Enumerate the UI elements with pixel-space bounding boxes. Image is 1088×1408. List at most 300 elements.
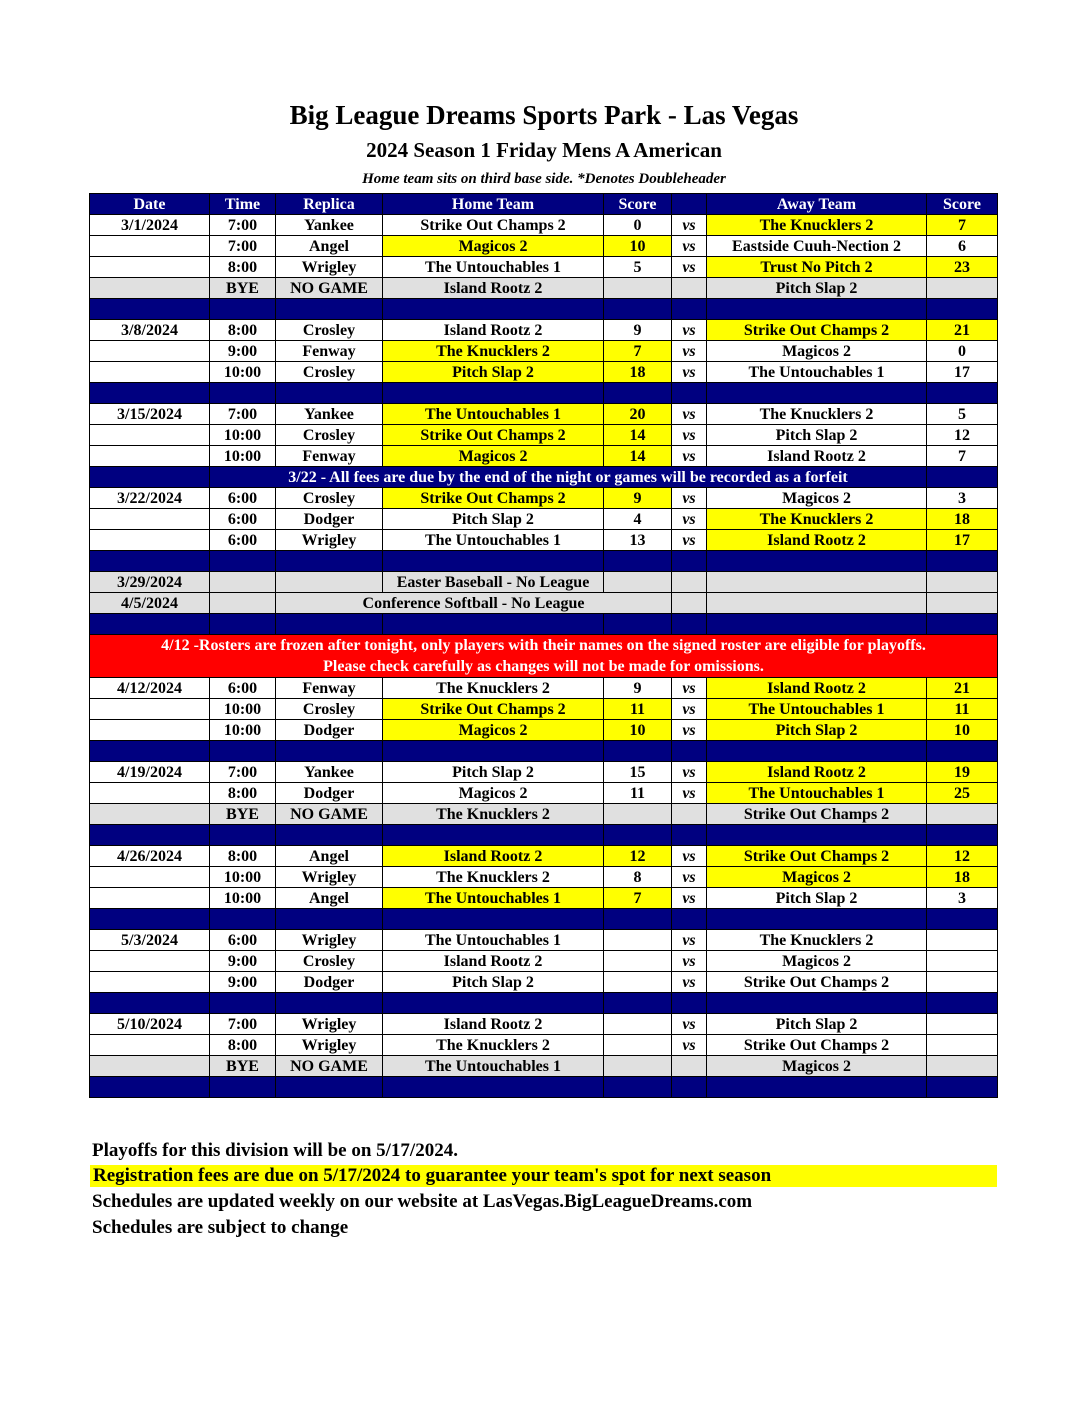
home-score [604, 972, 672, 993]
empty-cell [707, 593, 927, 614]
spacer-cell [672, 551, 707, 572]
game-row [90, 446, 998, 467]
home-score: 9 [604, 488, 672, 509]
bye-away-team: Magicos 2 [707, 1056, 927, 1077]
bye-away-team: Strike Out Champs 2 [707, 804, 927, 825]
spacer-cell [604, 551, 672, 572]
home-score [604, 1014, 672, 1035]
spacer-cell [210, 383, 276, 404]
empty-cell [276, 572, 383, 593]
game-time: 7:00 [210, 1014, 276, 1035]
game-date [90, 888, 210, 909]
empty-cell [927, 572, 998, 593]
game-field: Yankee [276, 762, 383, 783]
spacer-cell [90, 299, 210, 320]
empty-cell [210, 593, 276, 614]
home-score: 10 [604, 720, 672, 741]
footer-registration: Registration fees are due on 5/17/2024 to guarantee your team's spot for next season [90, 1165, 997, 1187]
home-team: Strike Out Champs 2 [383, 215, 604, 236]
game-row [90, 1014, 998, 1035]
spacer-cell [276, 825, 383, 846]
away-team: The Knucklers 2 [707, 930, 927, 951]
away-score: 12 [927, 425, 998, 446]
spacer-cell [383, 299, 604, 320]
game-date: 3/15/2024 [90, 404, 210, 425]
spacer-cell [276, 1077, 383, 1098]
game-row [90, 888, 998, 909]
spacer-row [90, 299, 998, 320]
game-row [90, 783, 998, 804]
game-field: Angel [276, 846, 383, 867]
game-date [90, 236, 210, 257]
game-row [90, 678, 998, 699]
home-score: 11 [604, 699, 672, 720]
game-row [90, 341, 998, 362]
home-team: The Knucklers 2 [383, 867, 604, 888]
game-date: 3/29/2024 [90, 572, 210, 593]
away-team: Island Rootz 2 [707, 530, 927, 551]
game-time: 7:00 [210, 215, 276, 236]
spacer-cell [276, 299, 383, 320]
home-team: Magicos 2 [383, 783, 604, 804]
spacer-row [90, 825, 998, 846]
empty-cell [604, 572, 672, 593]
spacer-cell [210, 551, 276, 572]
spacer-cell [707, 299, 927, 320]
notice-spacer [90, 467, 210, 488]
spacer-cell [707, 993, 927, 1014]
home-team: The Untouchables 1 [383, 888, 604, 909]
empty-cell [672, 804, 707, 825]
game-date: 3/8/2024 [90, 320, 210, 341]
bye-home-team: Island Rootz 2 [383, 278, 604, 299]
game-date: 4/26/2024 [90, 846, 210, 867]
empty-cell [604, 278, 672, 299]
away-team: Magicos 2 [707, 951, 927, 972]
home-team: Island Rootz 2 [383, 320, 604, 341]
away-score: 10 [927, 720, 998, 741]
vs-label: vs [672, 951, 707, 972]
game-time: 10:00 [210, 867, 276, 888]
home-team: The Untouchables 1 [383, 257, 604, 278]
spacer-cell [383, 383, 604, 404]
game-time: 6:00 [210, 930, 276, 951]
game-row [90, 425, 998, 446]
away-team: Island Rootz 2 [707, 446, 927, 467]
home-score: 7 [604, 888, 672, 909]
spacer-cell [383, 614, 604, 635]
home-team: Pitch Slap 2 [383, 509, 604, 530]
game-date: 5/3/2024 [90, 930, 210, 951]
home-score: 8 [604, 867, 672, 888]
game-date [90, 278, 210, 299]
away-team: Strike Out Champs 2 [707, 972, 927, 993]
game-time: 7:00 [210, 236, 276, 257]
spacer-cell [90, 741, 210, 762]
bye-row [90, 278, 998, 299]
away-team: The Untouchables 1 [707, 699, 927, 720]
game-field: Fenway [276, 341, 383, 362]
game-time: 6:00 [210, 488, 276, 509]
bye-row [90, 804, 998, 825]
away-team: Pitch Slap 2 [707, 888, 927, 909]
game-field: Crosley [276, 320, 383, 341]
away-team: Island Rootz 2 [707, 762, 927, 783]
home-team: Strike Out Champs 2 [383, 488, 604, 509]
home-team: Magicos 2 [383, 446, 604, 467]
home-score: 7 [604, 341, 672, 362]
away-team: Pitch Slap 2 [707, 720, 927, 741]
spacer-cell [90, 614, 210, 635]
game-field: Angel [276, 888, 383, 909]
spacer-cell [276, 551, 383, 572]
page-subtitle: 2024 Season 1 Friday Mens A American [366, 138, 722, 162]
spacer-cell [604, 825, 672, 846]
no-game-label: NO GAME [276, 278, 383, 299]
home-score [604, 930, 672, 951]
game-field: Crosley [276, 362, 383, 383]
game-date: 4/5/2024 [90, 593, 210, 614]
spacer-cell [276, 741, 383, 762]
game-row [90, 530, 998, 551]
game-field: Yankee [276, 404, 383, 425]
vs-label: vs [672, 425, 707, 446]
vs-label: vs [672, 699, 707, 720]
spacer-cell [383, 741, 604, 762]
spacer-cell [210, 299, 276, 320]
col-header-vs [672, 194, 707, 215]
home-team: The Untouchables 1 [383, 404, 604, 425]
vs-label: vs [672, 867, 707, 888]
vs-label: vs [672, 846, 707, 867]
game-date [90, 446, 210, 467]
away-score [927, 930, 998, 951]
home-team: The Untouchables 1 [383, 930, 604, 951]
vs-label: vs [672, 320, 707, 341]
spacer-cell [707, 383, 927, 404]
spacer-cell [383, 1077, 604, 1098]
game-field: Wrigley [276, 1035, 383, 1056]
spacer-cell [927, 825, 998, 846]
spacer-cell [90, 909, 210, 930]
game-time: 10:00 [210, 888, 276, 909]
notice-text: 3/22 - All fees are due by the end of the night or games will be recorded as a forfeit [210, 467, 927, 488]
home-score: 15 [604, 762, 672, 783]
vs-label: vs [672, 236, 707, 257]
empty-cell [927, 804, 998, 825]
home-score [604, 1035, 672, 1056]
game-date [90, 509, 210, 530]
game-time: 10:00 [210, 699, 276, 720]
spacer-cell [604, 299, 672, 320]
away-score: 11 [927, 699, 998, 720]
game-date: 5/10/2024 [90, 1014, 210, 1035]
away-team: Strike Out Champs 2 [707, 320, 927, 341]
game-row [90, 720, 998, 741]
vs-label: vs [672, 509, 707, 530]
spacer-row [90, 614, 998, 635]
game-field: Angel [276, 236, 383, 257]
game-field: Dodger [276, 720, 383, 741]
home-team: The Untouchables 1 [383, 530, 604, 551]
away-score [927, 1035, 998, 1056]
spacer-cell [927, 551, 998, 572]
spacer-cell [90, 551, 210, 572]
game-time: 10:00 [210, 720, 276, 741]
game-row [90, 362, 998, 383]
home-team: Island Rootz 2 [383, 846, 604, 867]
away-team: Magicos 2 [707, 341, 927, 362]
game-field: Dodger [276, 783, 383, 804]
home-score [604, 951, 672, 972]
game-date [90, 1056, 210, 1077]
game-row [90, 404, 998, 425]
empty-cell [604, 1056, 672, 1077]
game-field: Wrigley [276, 257, 383, 278]
empty-cell [672, 572, 707, 593]
away-score: 5 [927, 404, 998, 425]
home-score: 14 [604, 446, 672, 467]
vs-label: vs [672, 762, 707, 783]
empty-cell [672, 278, 707, 299]
spacer-cell [604, 614, 672, 635]
spacer-cell [707, 909, 927, 930]
vs-label: vs [672, 888, 707, 909]
vs-label: vs [672, 783, 707, 804]
away-team: Pitch Slap 2 [707, 425, 927, 446]
spacer-cell [927, 993, 998, 1014]
spacer-row [90, 741, 998, 762]
roster-alert-row [90, 635, 998, 678]
spacer-row [90, 383, 998, 404]
spacer-cell [276, 993, 383, 1014]
empty-cell [210, 572, 276, 593]
away-team: Strike Out Champs 2 [707, 846, 927, 867]
home-score: 10 [604, 236, 672, 257]
away-team: Magicos 2 [707, 867, 927, 888]
game-time: 7:00 [210, 762, 276, 783]
vs-label: vs [672, 404, 707, 425]
away-team: Magicos 2 [707, 488, 927, 509]
away-team: Eastside Cuuh-Nection 2 [707, 236, 927, 257]
game-date: 4/12/2024 [90, 678, 210, 699]
away-score: 21 [927, 678, 998, 699]
game-date: 3/1/2024 [90, 215, 210, 236]
game-time: 7:00 [210, 404, 276, 425]
game-row [90, 972, 998, 993]
spacer-cell [276, 909, 383, 930]
game-time: 9:00 [210, 972, 276, 993]
roster-alert-line-1: 4/12 -Rosters are frozen after tonight, only players with their names on the signed roster are eligible for playoffs. [161, 637, 926, 654]
game-field: Dodger [276, 509, 383, 530]
empty-cell [927, 278, 998, 299]
home-team: Strike Out Champs 2 [383, 699, 604, 720]
game-time: 6:00 [210, 509, 276, 530]
vs-label: vs [672, 488, 707, 509]
away-team: Trust No Pitch 2 [707, 257, 927, 278]
game-date [90, 720, 210, 741]
home-team: Pitch Slap 2 [383, 972, 604, 993]
game-field: Fenway [276, 678, 383, 699]
home-score: 4 [604, 509, 672, 530]
game-field: Wrigley [276, 530, 383, 551]
table-header-row [90, 194, 998, 215]
home-score: 0 [604, 215, 672, 236]
away-team: The Knucklers 2 [707, 404, 927, 425]
vs-label: vs [672, 1035, 707, 1056]
spacer-cell [927, 299, 998, 320]
game-date [90, 257, 210, 278]
spacer-cell [210, 741, 276, 762]
spacer-cell [210, 1077, 276, 1098]
bye-label: BYE [210, 1056, 276, 1077]
spacer-cell [90, 825, 210, 846]
empty-cell [927, 1056, 998, 1077]
spacer-cell [927, 741, 998, 762]
no-game-label: NO GAME [276, 804, 383, 825]
away-score: 3 [927, 888, 998, 909]
away-score: 7 [927, 215, 998, 236]
home-team: The Knucklers 2 [383, 341, 604, 362]
vs-label: vs [672, 678, 707, 699]
away-score [927, 1014, 998, 1035]
home-score: 9 [604, 320, 672, 341]
game-time: 9:00 [210, 341, 276, 362]
game-row [90, 1035, 998, 1056]
bye-home-team: The Knucklers 2 [383, 804, 604, 825]
spacer-cell [210, 825, 276, 846]
home-team: The Knucklers 2 [383, 678, 604, 699]
spacer-cell [90, 1077, 210, 1098]
spacer-cell [672, 1077, 707, 1098]
away-score: 18 [927, 867, 998, 888]
spacer-cell [90, 383, 210, 404]
away-score: 19 [927, 762, 998, 783]
spacer-cell [927, 1077, 998, 1098]
spacer-cell [927, 909, 998, 930]
roster-alert-line-2: Please check carefully as changes will not be made for omissions. [323, 658, 764, 675]
home-score: 11 [604, 783, 672, 804]
spacer-cell [672, 825, 707, 846]
home-score: 14 [604, 425, 672, 446]
home-team: The Knucklers 2 [383, 1035, 604, 1056]
away-team: The Untouchables 1 [707, 783, 927, 804]
game-date [90, 951, 210, 972]
col-header-away-score: Score [927, 194, 998, 215]
spacer-cell [707, 825, 927, 846]
game-row [90, 236, 998, 257]
home-team: Strike Out Champs 2 [383, 425, 604, 446]
away-score: 7 [927, 446, 998, 467]
game-date [90, 1035, 210, 1056]
game-time: 10:00 [210, 362, 276, 383]
roster-alert [90, 635, 998, 678]
bye-row [90, 1056, 998, 1077]
game-field: Dodger [276, 972, 383, 993]
spacer-cell [927, 383, 998, 404]
away-score: 25 [927, 783, 998, 804]
vs-label: vs [672, 930, 707, 951]
footer-website: Schedules are updated weekly on our website at LasVegas.BigLeagueDreams.com [92, 1191, 753, 1212]
notice-spacer [927, 467, 998, 488]
game-date: 4/19/2024 [90, 762, 210, 783]
spacer-cell [90, 993, 210, 1014]
game-time: 8:00 [210, 846, 276, 867]
game-row [90, 930, 998, 951]
home-score: 20 [604, 404, 672, 425]
spacer-row [90, 1077, 998, 1098]
game-date [90, 783, 210, 804]
game-time: 6:00 [210, 678, 276, 699]
vs-label: vs [672, 362, 707, 383]
col-header-replica: Replica [276, 194, 383, 215]
home-team: Island Rootz 2 [383, 951, 604, 972]
vs-label: vs [672, 530, 707, 551]
home-score: 18 [604, 362, 672, 383]
home-score: 13 [604, 530, 672, 551]
spacer-cell [672, 909, 707, 930]
game-date: 3/22/2024 [90, 488, 210, 509]
away-score: 12 [927, 846, 998, 867]
spacer-row [90, 551, 998, 572]
empty-cell [927, 593, 998, 614]
spacer-cell [383, 909, 604, 930]
bye-home-team: The Untouchables 1 [383, 1056, 604, 1077]
spacer-row [90, 993, 998, 1014]
spacer-row [90, 909, 998, 930]
home-team: Island Rootz 2 [383, 1014, 604, 1035]
spacer-cell [672, 614, 707, 635]
game-time: 8:00 [210, 783, 276, 804]
vs-label: vs [672, 446, 707, 467]
spacer-cell [707, 614, 927, 635]
empty-cell [672, 1056, 707, 1077]
home-team: Magicos 2 [383, 720, 604, 741]
empty-cell [707, 572, 927, 593]
game-row [90, 951, 998, 972]
game-field: Wrigley [276, 1014, 383, 1035]
vs-label: vs [672, 257, 707, 278]
game-time: 9:00 [210, 951, 276, 972]
away-score: 21 [927, 320, 998, 341]
spacer-cell [604, 741, 672, 762]
game-date [90, 804, 210, 825]
spacer-cell [604, 909, 672, 930]
vs-label: vs [672, 1014, 707, 1035]
vs-label: vs [672, 972, 707, 993]
away-team: The Knucklers 2 [707, 215, 927, 236]
game-date [90, 699, 210, 720]
game-row [90, 509, 998, 530]
no-league-row [90, 593, 998, 614]
game-date [90, 530, 210, 551]
game-time: 8:00 [210, 320, 276, 341]
away-score: 17 [927, 362, 998, 383]
bye-away-team: Pitch Slap 2 [707, 278, 927, 299]
game-field: Yankee [276, 215, 383, 236]
spacer-cell [604, 993, 672, 1014]
game-field: Wrigley [276, 867, 383, 888]
no-game-label: NO GAME [276, 1056, 383, 1077]
away-score [927, 972, 998, 993]
spacer-cell [707, 1077, 927, 1098]
spacer-cell [672, 299, 707, 320]
schedule-body [90, 215, 998, 1098]
page-title: Big League Dreams Sports Park - Las Vegas [289, 100, 799, 130]
game-field: Wrigley [276, 930, 383, 951]
col-header-home-team: Home Team [383, 194, 604, 215]
col-header-date: Date [90, 194, 210, 215]
